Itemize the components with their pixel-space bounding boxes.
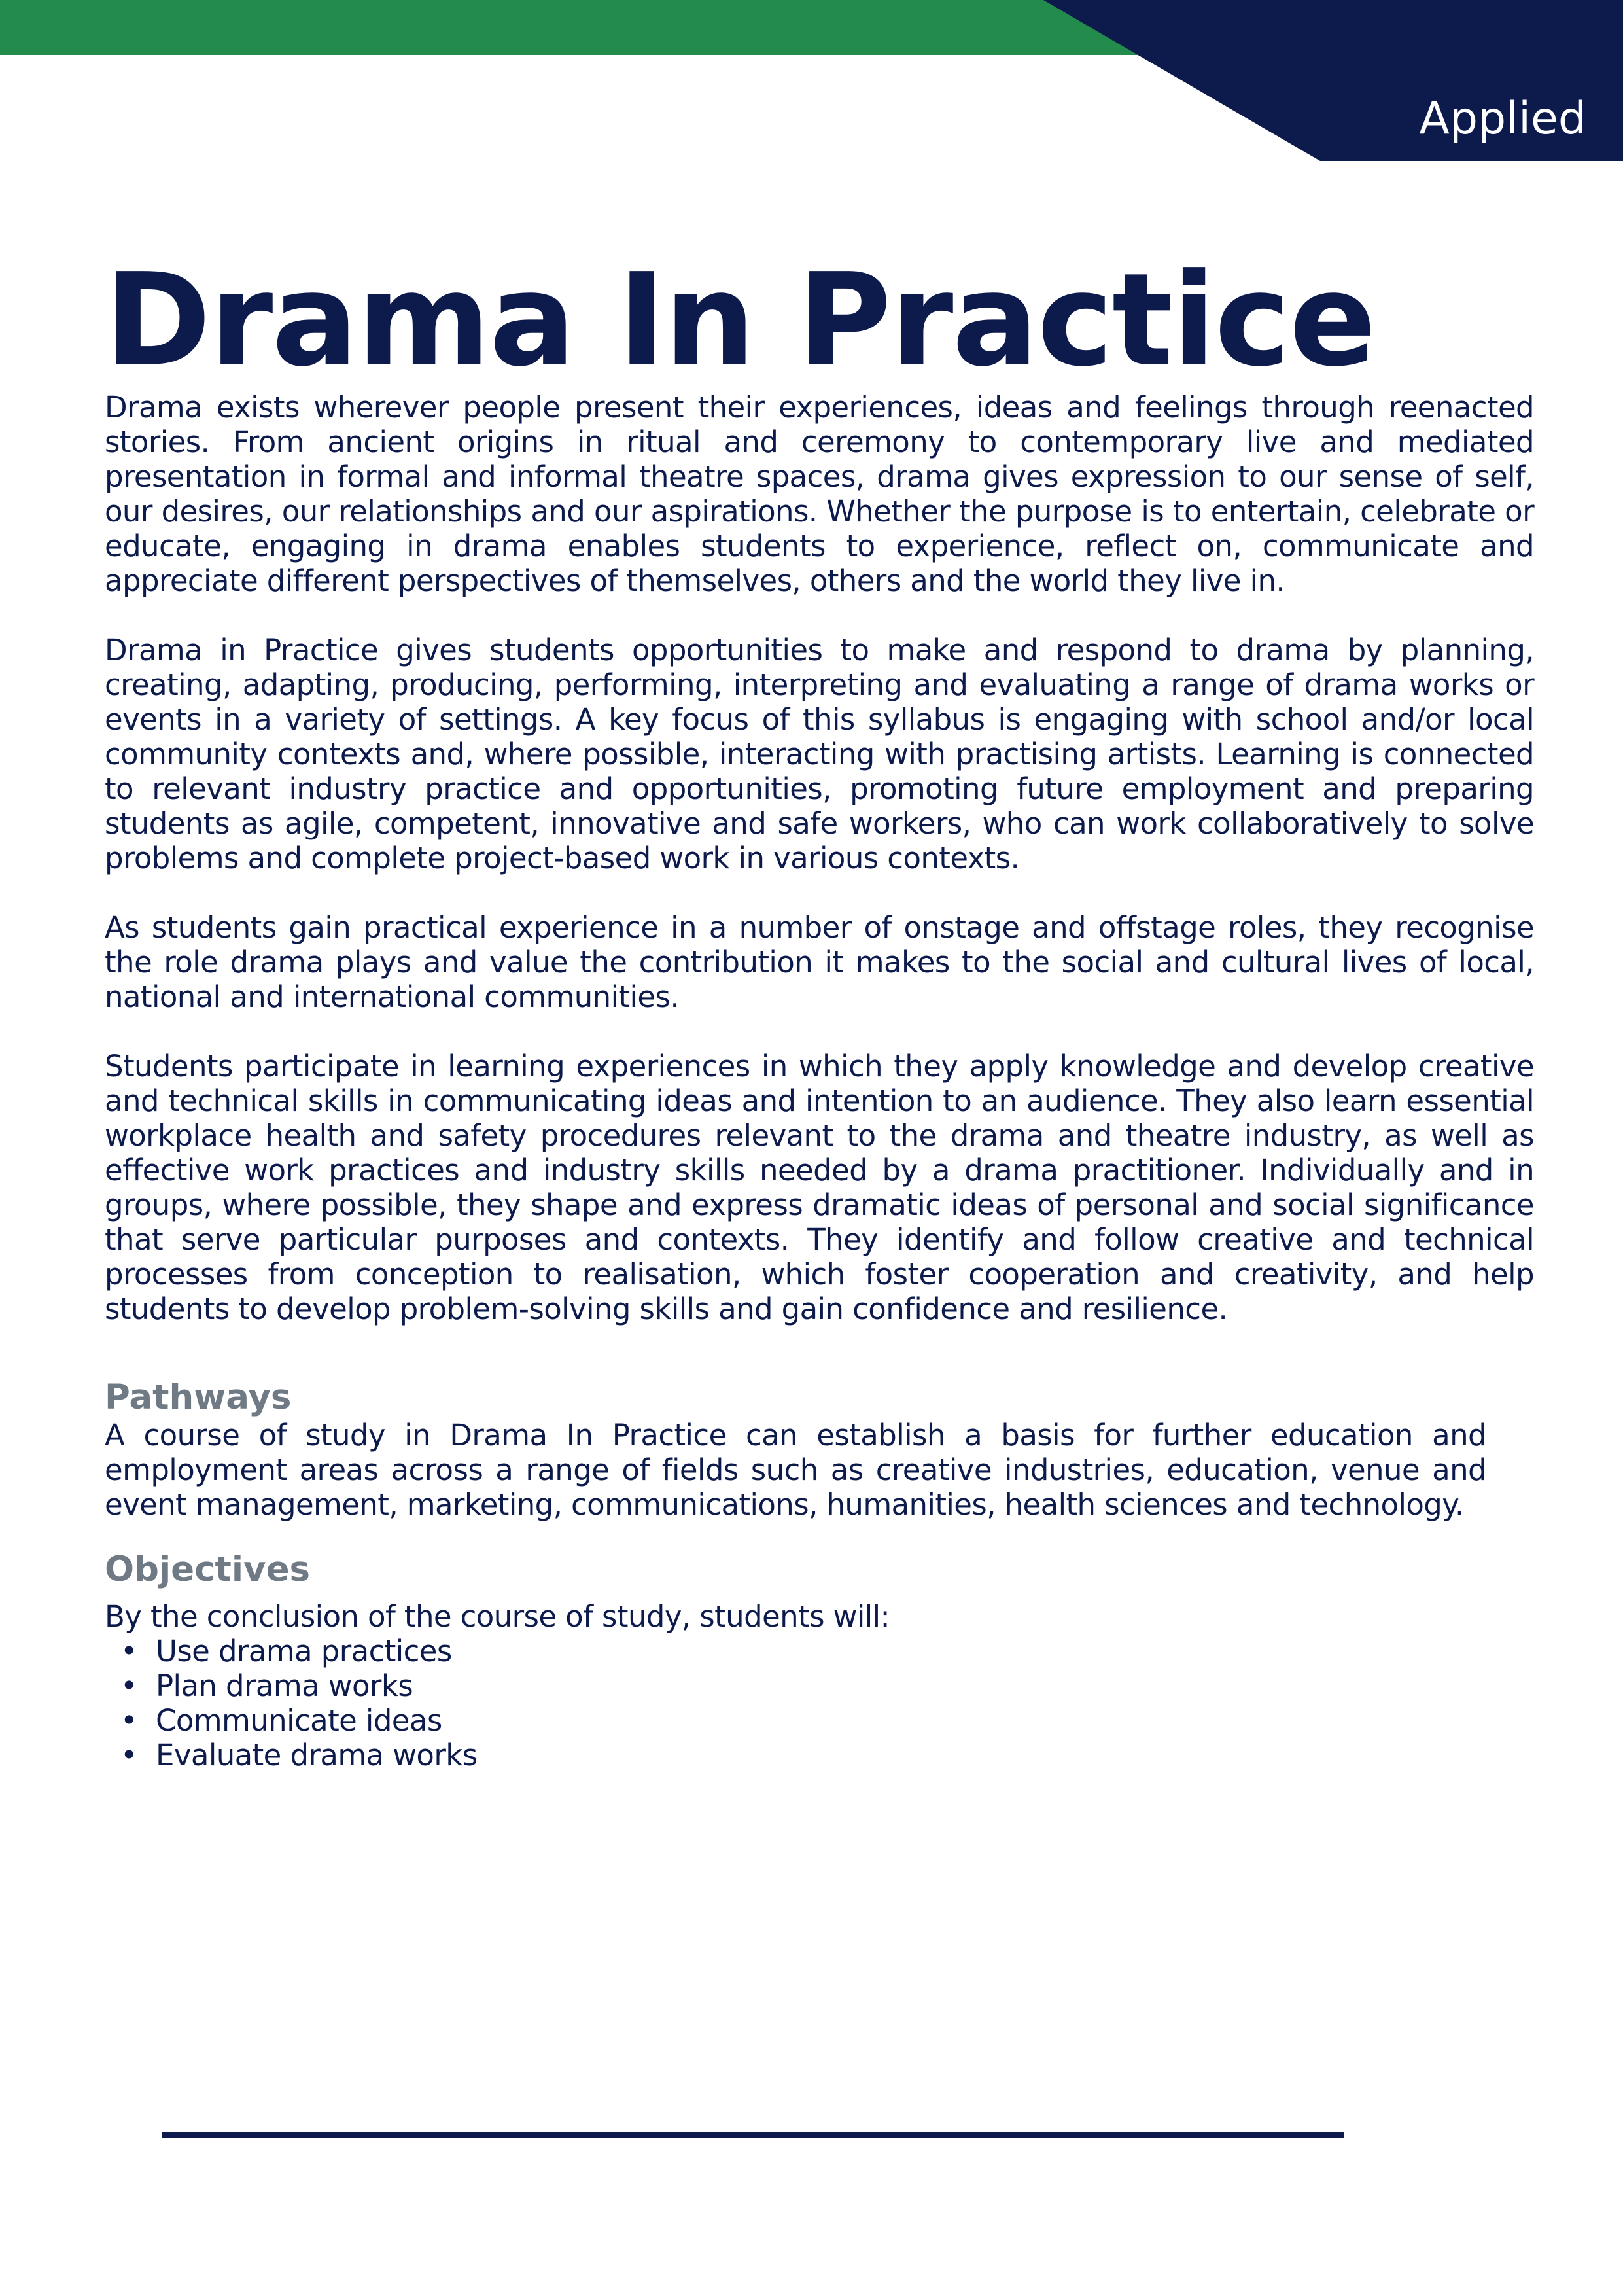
objective-item: [105, 1738, 1534, 1773]
main-content: [105, 246, 1534, 1773]
objective-item-text: Use drama practices: [156, 1634, 452, 1669]
header-green-band: [0, 0, 1138, 55]
intro-paragraph-2: Drama in Practice gives students opportunities to make and respond to drama by planning, creating, adapting, producing, performing, interpreting and evaluating a range of drama works or events in a variety of settings. A key focus of this syllabus is engaging with school and/or local community contexts and, where possible, interacting with practising artists. Learning is connected to relevant industry practice and opportunities, promoting future employment and preparing students as agile, competent, innovative and safe workers, who can work collaboratively to solve problems and complete project-based work in various contexts.: [105, 633, 1534, 875]
objective-item-text: Plan drama works: [156, 1669, 413, 1703]
bullet-icon: •: [120, 1738, 137, 1773]
objective-item-text: Evaluate drama works: [156, 1738, 478, 1773]
bullet-icon: •: [120, 1669, 137, 1703]
category-label: Applied: [1419, 93, 1586, 145]
bullet-icon: •: [120, 1634, 137, 1669]
bullet-icon: •: [120, 1703, 137, 1738]
pathways-paragraph: A course of study in Drama In Practice can establish a basis for further education and employment areas across a range of fields such as creative industries, education, venue and event management, marketing, communications, humanities, health sciences and technology.: [105, 1418, 1486, 1522]
intro-paragraph-4: Students participate in learning experiences in which they apply knowledge and develop creative and technical skills in communicating ideas and intention to an audience. They also learn essential workplace health and safety procedures relevant to the drama and theatre industry, as well as effective work practices and industry skills needed by a drama practitioner. Individually and in groups, where possible, they shape and express dramatic ideas of personal and social significance that serve particular purposes and contexts. They identify and follow creative and technical processes from conception to realisation, which foster cooperation and creativity, and help students to develop problem-solving skills and gain confidence and resilience.: [105, 1049, 1534, 1326]
objective-item: [105, 1669, 1534, 1703]
objectives-heading: Objectives: [105, 1549, 311, 1589]
intro-paragraph-1: Drama exists wherever people present their experiences, ideas and feelings through reenacted stories. From ancient origins in ritual and ceremony to contemporary live and mediated presentation in formal and informal theatre spaces, drama gives expression to our sense of self, our desires, our relationships and our aspirations. Whether the purpose is to entertain, celebrate or educate, engaging in drama enables students to experience, reflect on, communicate and appreciate different perspectives of themselves, others and the world they live in.: [105, 390, 1534, 598]
objectives-intro: By the conclusion of the course of study, students will:: [105, 1599, 890, 1634]
header-banner: [0, 0, 1623, 164]
objective-item: [105, 1703, 1534, 1738]
objective-item-text: Communicate ideas: [156, 1703, 442, 1738]
objective-item: [105, 1634, 1534, 1669]
pathways-heading: Pathways: [105, 1377, 292, 1417]
page-title: Drama In Practice: [105, 246, 1375, 395]
intro-paragraph-3: As students gain practical experience in a number of onstage and offstage roles, they recognise the role drama plays and value the contribution it makes to the social and cultural lives of local, national and international communities.: [105, 910, 1534, 1014]
objectives-list: [105, 1634, 1534, 1773]
footer-divider: [162, 2132, 1344, 2138]
